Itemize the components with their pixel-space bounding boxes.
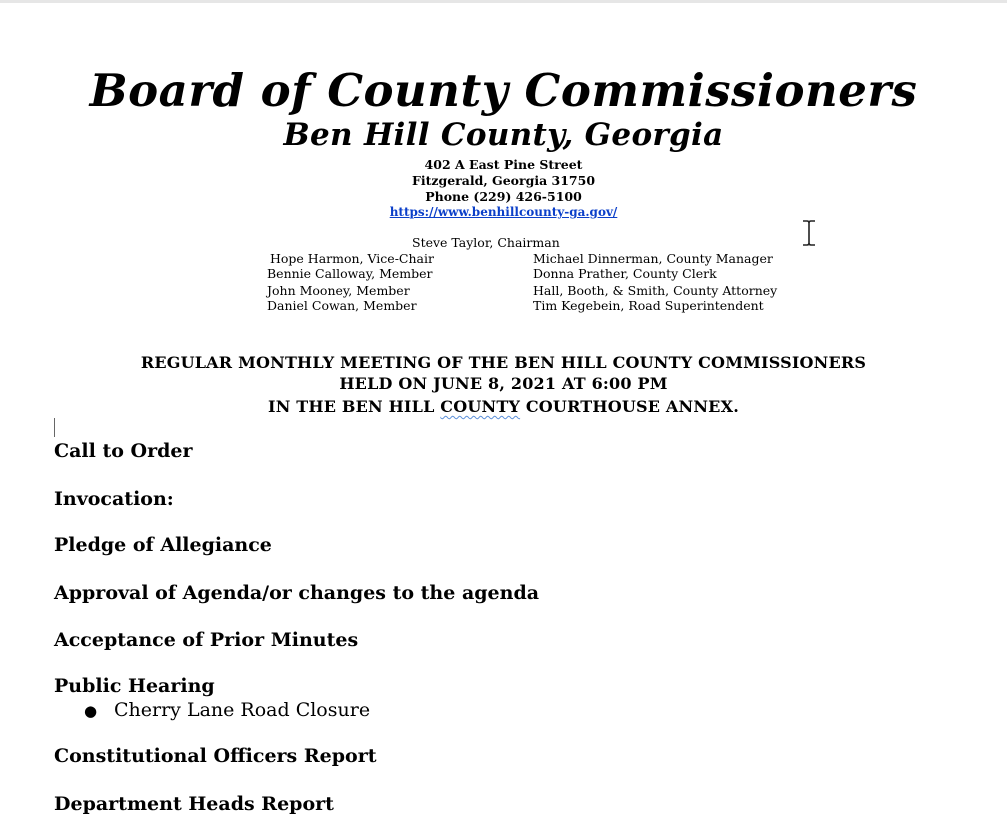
text-caret: [54, 418, 55, 437]
public-hearing-bullet-item: Cherry Lane Road Closure: [114, 699, 371, 721]
website-link[interactable]: https://www.benhillcounty-ga.gov/: [389, 205, 618, 219]
agenda-item-call-to-order: Call to Order: [54, 440, 193, 462]
official-right-3: Hall, Booth, & Smith, County Attorney: [533, 283, 778, 298]
document-subtitle: Ben Hill County, Georgia: [283, 117, 724, 153]
agenda-item-prior-minutes: Acceptance of Prior Minutes: [54, 629, 359, 651]
official-left-1: Hope Harmon, Vice-Chair: [270, 251, 434, 266]
agenda-item-approval: Approval of Agenda/or changes to the agenda: [54, 582, 540, 604]
official-left-2: Bennie Calloway, Member: [267, 266, 433, 281]
bullet-icon: ●: [84, 702, 98, 720]
meeting-heading-line2: HELD ON JUNE 8, 2021 AT 6:00 PM: [339, 374, 668, 393]
text-cursor-icon: [800, 220, 818, 246]
agenda-item-public-hearing: Public Hearing: [54, 675, 215, 697]
agenda-item-department-heads: Department Heads Report: [54, 793, 334, 815]
agenda-item-invocation: Invocation:: [54, 488, 174, 510]
official-right-1: Michael Dinnerman, County Manager: [533, 251, 773, 266]
official-left-3: John Mooney, Member: [267, 283, 410, 298]
agenda-item-constitutional-officers: Constitutional Officers Report: [54, 745, 377, 767]
phone-number: Phone (229) 426-5100: [425, 189, 582, 204]
window-top-border: [0, 0, 1007, 3]
address-street: 402 A East Pine Street: [424, 157, 583, 172]
address-city: Fitzgerald, Georgia 31750: [411, 173, 596, 188]
official-right-4: Tim Kegebein, Road Superintendent: [533, 298, 764, 313]
meeting-heading-line3: IN THE BEN HILL COUNTY COURTHOUSE ANNEX.: [268, 397, 739, 416]
official-left-4: Daniel Cowan, Member: [267, 298, 417, 313]
chairman-name: Steve Taylor, Chairman: [412, 235, 560, 250]
official-right-2: Donna Prather, County Clerk: [533, 266, 717, 281]
meeting-heading-line1: REGULAR MONTHLY MEETING OF THE BEN HILL COUNTY COMMISSIONERS: [140, 353, 867, 372]
document-title: Board of County Commissioners: [89, 64, 918, 117]
agenda-item-pledge: Pledge of Allegiance: [54, 534, 272, 556]
spellcheck-underline[interactable]: COUNTY: [440, 397, 521, 416]
